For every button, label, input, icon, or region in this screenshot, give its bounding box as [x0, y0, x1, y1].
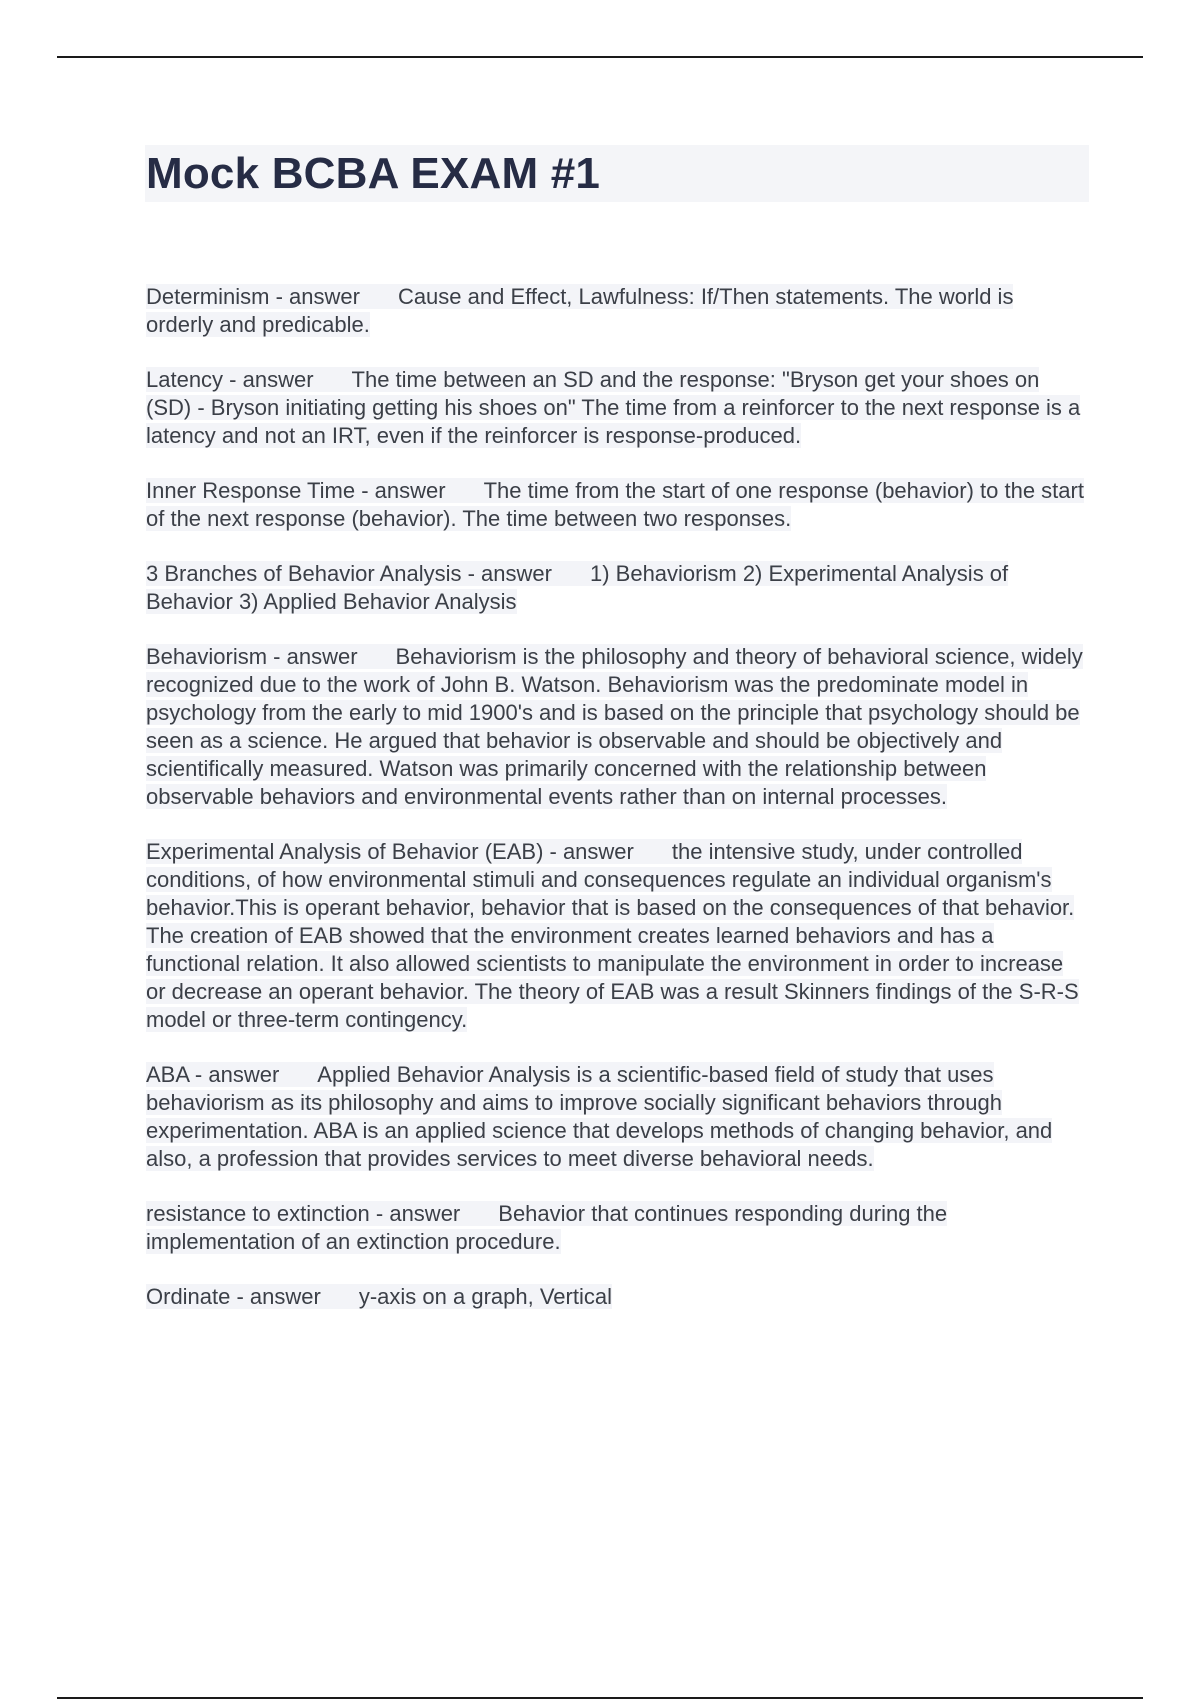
flashcard-item	[146, 477, 1086, 533]
flashcard-item	[146, 838, 1086, 1034]
card-definition: Behaviorism is the philosophy and theory of behavioral science, widely recognized due to the work of John B. Watson. Behaviorism was the predominate model in psychology from the early to mid 1900's and is based on the principle that psychology should be seen as a science. He argued that behavior is observable and should be objectively and scientifically measured. Watson was primarily concerned with the relationship between observable behaviors and environmental events rather than on internal processes.	[146, 644, 1083, 809]
flashcard-item	[146, 643, 1086, 811]
flashcard-item	[146, 1283, 1086, 1311]
flashcard-item	[146, 1200, 1086, 1256]
card-definition: the intensive study, under controlled conditions, of how environmental stimuli and consequences regulate an individual organism's behavior.This is operant behavior, behavior that is based on the consequences of that behavior. The creation of EAB showed that the environment creates learned behaviors and has a functional relation. It also allowed scientists to manipulate the environment in order to increase or decrease an operant behavior. The theory of EAB was a result Skinners findings of the S-R-S model or three-term contingency.	[146, 839, 1079, 1032]
page-bottom-rule	[57, 1697, 1143, 1699]
card-term: resistance to extinction - answer	[146, 1201, 461, 1226]
card-definition: Applied Behavior Analysis is a scientific-based field of study that uses behaviorism as its philosophy and aims to improve socially significant behaviors through experimentation. ABA is an applied science that develops methods of changing behavior, and also, a profession that provides services to meet diverse behavioral needs.	[146, 1062, 1053, 1171]
flashcard-item	[146, 366, 1086, 450]
card-term: Behaviorism - answer	[146, 644, 358, 669]
flashcard-list	[146, 283, 1086, 1338]
flashcard-item	[146, 560, 1086, 616]
card-definition: The time from the start of one response (behavior) to the start of the next response (behavior). The time between two responses.	[146, 478, 1084, 531]
card-definition: Cause and Effect, Lawfulness: If/Then statements. The world is orderly and predicable.	[146, 284, 1014, 337]
card-definition: y-axis on a graph, Vertical	[358, 1284, 612, 1309]
card-term: Inner Response Time - answer	[146, 478, 446, 503]
card-definition: 1) Behaviorism 2) Experimental Analysis of Behavior 3) Applied Behavior Analysis	[146, 561, 1009, 614]
flashcard-item	[146, 1061, 1086, 1173]
card-term: Determinism - answer	[146, 284, 360, 309]
card-definition: Behavior that continues responding during the implementation of an extinction procedure.	[146, 1201, 948, 1254]
flashcard-item	[146, 283, 1086, 339]
page-top-rule	[57, 56, 1143, 58]
card-term: Latency - answer	[146, 367, 314, 392]
card-term: ABA - answer	[146, 1062, 280, 1087]
card-term: Ordinate - answer	[146, 1284, 321, 1309]
card-term: 3 Branches of Behavior Analysis - answer	[146, 561, 552, 586]
card-definition: The time between an SD and the response: "Bryson get your shoes on (SD) - Bryson initiating getting his shoes on" The time from a reinforcer to the next response is a latency and not an IRT, even if the reinforcer is response-produced.	[146, 367, 1081, 448]
document-title: Mock BCBA EXAM #1	[146, 149, 601, 198]
card-term: Experimental Analysis of Behavior (EAB) - answer	[146, 839, 634, 864]
